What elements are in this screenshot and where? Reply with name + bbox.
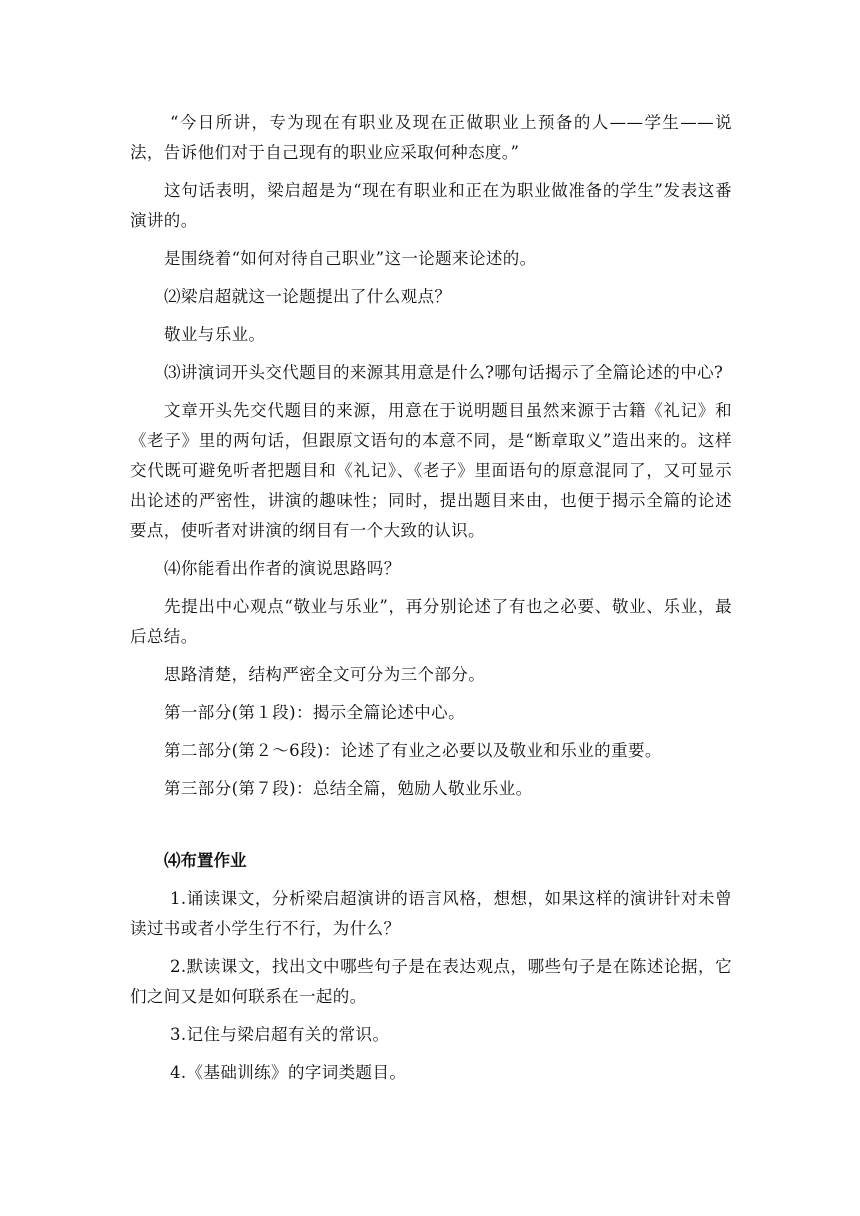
part-summary: 第二部分(第２～6段)：论述了有业之必要以及敬业和乐业的重要。 [164, 741, 662, 760]
homework-item: 1.诵读课文，分析梁启超演讲的语言风格，想想，如果这样的演讲针对未曾读过书或者小学生行不行，为什么？ [130, 889, 732, 938]
homework-item: 3.记住与梁启超有关的常识。 [170, 1025, 390, 1044]
homework-item: 2.默读课文，找出文中哪些句子是在表达观点，哪些句子是在陈述论据，它们之间又是如何联系在一起的。 [130, 957, 732, 1006]
question-paragraph: ⑵梁启超就这一论题提出了什么观点？ [164, 287, 452, 306]
homework-heading: ⑷布置作业 [164, 851, 247, 870]
answer-paragraph: 文章开头先交代题目的来源，用意在于说明题目虽然来源于古籍《礼记》和《老子》里的两句话，但跟原文语句的本意不同，是“断章取义”造出来的。这样交代既可避免听者把题目和《礼记》、《老子》里面语句的原意混同了，又可显示出论述的严密性，讲演的趣味性；同时，提出题目来由，也便于揭示全篇的论述要点，使听者对讲演的纲目有一个大致的认识。 [130, 401, 732, 540]
body-paragraph: 这句话表明，梁启超是为“现在有职业和正在为职业做准备的学生”发表这番演讲的。 [130, 181, 732, 230]
body-paragraph: 思路清楚，结构严密全文可分为三个部分。 [164, 665, 486, 684]
body-paragraph: 是围绕着“如何对待自己职业”这一论题来论述的。 [164, 249, 537, 268]
answer-paragraph: 敬业与乐业。 [164, 325, 266, 344]
part-summary: 第三部分(第７段)：总结全篇，勉励人敬业乐业。 [164, 779, 533, 798]
homework-item: 4.《基础训练》的字词类题目。 [170, 1063, 407, 1082]
question-paragraph: ⑶讲演词开头交代题目的来源其用意是什么?哪句话揭示了全篇论述的中心? [164, 363, 724, 382]
document-page [130, 108, 732, 1096]
answer-paragraph: 先提出中心观点“敬业与乐业”，再分别论述了有也之必要、敬业、乐业，最后总结。 [130, 597, 732, 646]
part-summary: 第一部分(第１段)：揭示全篇论述中心。 [164, 703, 465, 722]
question-paragraph: ⑷你能看出作者的演说思路吗？ [164, 559, 401, 578]
quote-paragraph: “今日所讲，专为现在有职业及现在正做职业上预备的人——学生——说法，告诉他们对于自己现有的职业应采取何种态度。” [130, 113, 732, 162]
